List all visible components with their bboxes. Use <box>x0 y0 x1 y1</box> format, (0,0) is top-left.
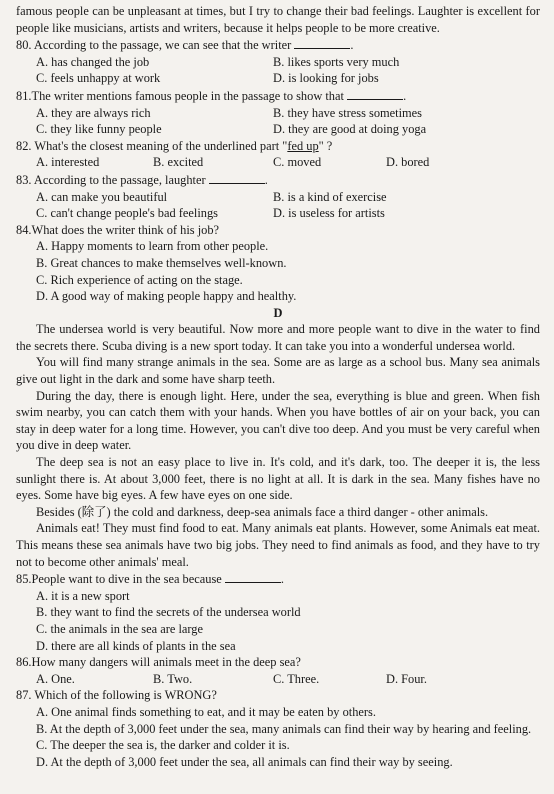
question-80 <box>16 36 540 87</box>
option-a[interactable]: A. has changed the job <box>36 54 150 69</box>
question-number: 81. <box>16 88 32 103</box>
underlined-phrase: fed up <box>287 138 319 153</box>
question-83 <box>16 171 540 222</box>
option-d[interactable]: D. At the depth of 3,000 feet under the sea, all animals can find their way by seeing. <box>36 754 453 769</box>
option-c[interactable]: C. the animals in the sea are large <box>36 621 203 636</box>
option-a[interactable]: A. they are always rich <box>36 105 151 120</box>
stem-end: . <box>280 572 284 587</box>
answer-blank[interactable] <box>294 36 350 49</box>
stem-end: . <box>403 88 407 103</box>
option-d[interactable]: D. they are good at doing yoga <box>273 122 427 137</box>
question-87 <box>16 687 540 770</box>
option-c[interactable]: C. Three. <box>273 671 320 686</box>
question-stem: According to the passage, laughter <box>33 172 206 187</box>
options <box>36 54 540 87</box>
options <box>36 154 540 171</box>
passage-c-ending: famous people can be unpleasant at times, but I try to change their bad feelings. Laughter is excellent for people like musicians, artists and writers, because it helps people to be more creative. <box>16 4 540 35</box>
question-number: 84. <box>16 222 32 237</box>
passage-paragraph: Animals eat! They must find food to eat. Many animals eat plants. However, some Animals eat meat. This means these sea animals have two big jobs. They need to find animals as food, and they have to try not to become other animals' meal. <box>16 521 540 569</box>
option-a[interactable]: A. One. <box>36 671 75 686</box>
options <box>36 671 540 688</box>
question-86 <box>16 654 540 687</box>
answer-blank[interactable] <box>225 570 281 583</box>
question-number: 82. <box>16 138 32 153</box>
option-b[interactable]: B. they have stress sometimes <box>273 105 423 120</box>
question-number: 86. <box>16 655 32 670</box>
option-a[interactable]: A. Happy moments to learn from other people. <box>36 239 269 254</box>
option-c[interactable]: C. Rich experience of acting on the stage. <box>36 272 243 287</box>
option-c[interactable]: C. The deeper the sea is, the darker and colder it is. <box>36 738 290 753</box>
stem-end: " ? <box>318 138 333 153</box>
question-stem: What does the writer think of his job? <box>31 222 220 237</box>
question-stem: Which of the following is WRONG? <box>34 688 217 703</box>
section-title: D <box>273 305 283 320</box>
option-d[interactable]: D. bored <box>386 155 430 170</box>
passage-paragraph: Besides (除了) the cold and darkness, deep-sea animals face a third danger - other animals. <box>36 504 489 519</box>
passage-paragraph: You will find many strange animals in the sea. Some are as large as a school bus. Many sea animals give out light in the dark and some have sharp teeth. <box>16 355 540 387</box>
question-stem: What's the closest meaning of the underlined part " <box>34 138 288 153</box>
option-b[interactable]: B. Great chances to make themselves well-known. <box>36 255 287 270</box>
option-b[interactable]: B. they want to find the secrets of the undersea world <box>36 605 301 620</box>
stem-end: . <box>350 38 354 53</box>
question-stem: The writer mentions famous people in the passage to show that <box>31 88 344 103</box>
question-82 <box>16 138 540 171</box>
question-stem: According to the passage, we can see that the writer <box>33 38 292 53</box>
option-a[interactable]: A. it is a new sport <box>36 588 130 603</box>
question-85 <box>16 570 540 654</box>
options <box>36 189 540 222</box>
option-c[interactable]: C. moved <box>273 155 322 170</box>
option-d[interactable]: D. there are all kinds of plants in the sea <box>36 638 236 653</box>
option-d[interactable]: D. Four. <box>386 671 427 686</box>
stem-end: . <box>264 172 268 187</box>
option-a[interactable]: A. interested <box>36 155 100 170</box>
question-81 <box>16 87 540 138</box>
option-a[interactable]: A. can make you beautiful <box>36 189 168 204</box>
option-c[interactable]: C. can't change people's bad feelings <box>36 206 218 221</box>
answer-blank[interactable] <box>347 87 403 100</box>
option-d[interactable]: D. A good way of making people happy and healthy. <box>36 289 297 304</box>
option-b[interactable]: B. Two. <box>153 671 193 686</box>
option-b[interactable]: B. At the depth of 3,000 feet under the sea, many animals can find their way by hearing and feeling. <box>36 721 532 736</box>
passage-paragraph: During the day, there is enough light. Here, under the sea, everything is blue and green. When fish swim nearby, you can catch them with your hands. When you have bottles of air on your back, you can stay in deep water for a long time. However, you can't dive too deep. And you must be very careful when you dive in deep water. <box>16 388 540 453</box>
option-b[interactable]: B. excited <box>153 155 204 170</box>
answer-blank[interactable] <box>209 171 265 184</box>
question-number: 85. <box>16 572 32 587</box>
question-number: 80. <box>16 38 32 53</box>
option-b[interactable]: B. is a kind of exercise <box>273 189 387 204</box>
options <box>36 105 540 138</box>
question-stem: People want to dive in the sea because <box>31 572 222 587</box>
passage-paragraph: The undersea world is very beautiful. Now more and more people want to dive in the water to find the secrets there. Scuba diving is a new sport today. It can take you into a wonderful undersea world. <box>16 322 540 353</box>
option-d[interactable]: D. is useless for artists <box>273 206 385 221</box>
option-c[interactable]: C. feels unhappy at work <box>36 71 161 86</box>
passage-paragraph: The deep sea is not an easy place to live in. It's cold, and it's dark, too. The deeper it is, the less sunlight there is. At about 3,000 feet, there is no light at all. It is dark in the sea. Many fishes have no eyes. Some have big eyes. A few have eyes on one side. <box>16 455 540 503</box>
option-c[interactable]: C. they like funny people <box>36 122 162 137</box>
question-number: 83. <box>16 172 32 187</box>
option-a[interactable]: A. One animal finds something to eat, and it may be eaten by others. <box>36 704 376 719</box>
option-b[interactable]: B. likes sports very much <box>273 54 400 69</box>
question-84 <box>16 222 540 305</box>
question-stem: How many dangers will animals meet in the deep sea? <box>31 655 301 670</box>
question-number: 87. <box>16 688 32 703</box>
option-d[interactable]: D. is looking for jobs <box>273 71 379 86</box>
